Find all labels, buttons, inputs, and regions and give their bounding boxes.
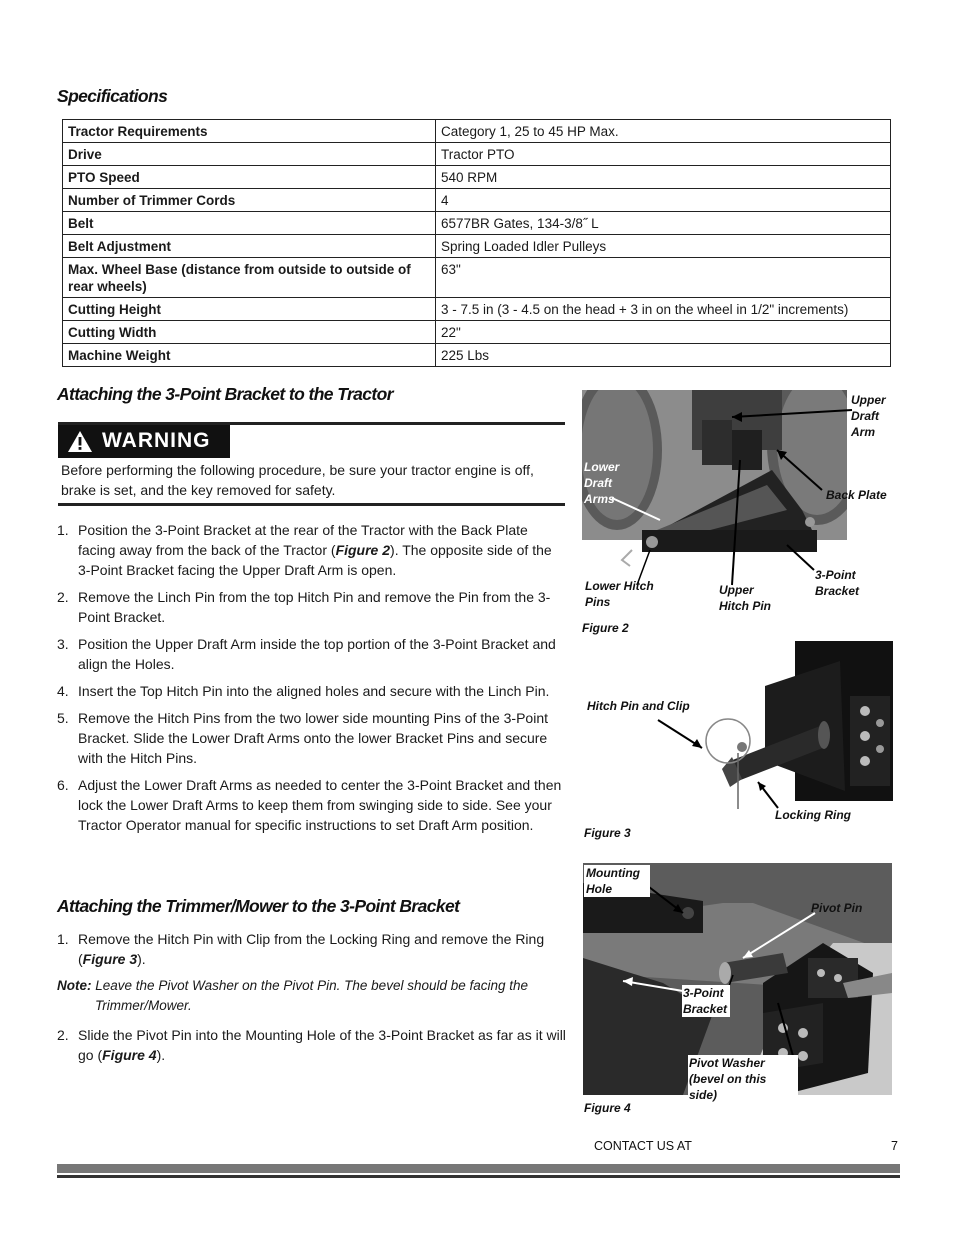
footer-rule-thin [57, 1175, 900, 1178]
note [57, 976, 557, 1016]
spec-value: 3 - 7.5 in (3 - 4.5 on the head + 3 in on the wheel in 1/2" increments) [436, 298, 891, 321]
step-text: Adjust the Lower Draft Arms as needed to center the 3-Point Bracket and then lock the Lower Draft Arms to keep them from swinging side to side. See your Tractor Operator manual for specific instructions to set Draft Arm position. [78, 777, 562, 833]
figure3-locking-ring-callout: Locking Ring [775, 808, 851, 822]
bracket-steps-list [57, 520, 564, 842]
step-item [57, 708, 564, 768]
figure2-upper-hitch-pin-callout: Upper Hitch Pin [719, 583, 772, 613]
step-number: 1. [57, 931, 69, 947]
specifications-heading: Specifications [57, 86, 168, 106]
spec-row [63, 258, 891, 298]
spec-value: Spring Loaded Idler Pulleys [436, 235, 891, 258]
spec-row [63, 321, 891, 344]
warning-label: WARNING [102, 429, 211, 452]
spec-row [63, 344, 891, 367]
figure4-pivot-pin-callout: Pivot Pin [811, 901, 863, 915]
note-label: Note: [57, 978, 92, 993]
footer-page-number: 7 [891, 1139, 898, 1153]
figure2-3-point-bracket-callout: 3-Point Bracket [815, 568, 860, 598]
step-number: 2. [57, 589, 69, 605]
step-item [57, 929, 569, 969]
step-text-end: ). [137, 951, 146, 967]
spec-label: Cutting Height [63, 298, 436, 321]
step-number: 4. [57, 683, 69, 699]
step-text: Insert the Top Hitch Pin into the aligned holes and secure with the Linch Pin. [78, 683, 550, 699]
step-number: 3. [57, 636, 69, 652]
spec-value: 225 Lbs [436, 344, 891, 367]
step-text: Slide the Pivot Pin into the Mounting Hole of the 3-Point Bracket as far as it will go ( [78, 1027, 566, 1063]
figure3-hitch-pin-clip-callout: Hitch Pin and Clip [587, 699, 690, 713]
figure2-lower-draft-arms-callout: Lower Draft Arms [584, 460, 620, 506]
attaching-trimmer-heading: Attaching the Trimmer/Mower to the 3-Point Bracket [57, 896, 460, 916]
spec-value: 6577BR Gates, 134-3/8˝ L [436, 212, 891, 235]
step-number: 5. [57, 710, 69, 726]
warning-label-box [58, 425, 230, 458]
spec-row [63, 235, 891, 258]
spec-label: Drive [63, 143, 436, 166]
spec-row [63, 298, 891, 321]
figure2-back-plate-callout: Back Plate [826, 488, 887, 502]
step-item [57, 587, 564, 627]
spec-label: Machine Weight [63, 344, 436, 367]
step-number: 2. [57, 1027, 69, 1043]
step-text: Position the Upper Draft Arm inside the top portion of the 3-Point Bracket and align the Holes. [78, 636, 556, 672]
spec-row [63, 166, 891, 189]
step-text: Remove the Hitch Pin with Clip from the Locking Ring and remove the Ring ( [78, 931, 545, 967]
spec-row [63, 189, 891, 212]
figure4-mounting-hole-callout: Mounting Hole [584, 865, 650, 897]
figure2-caption: Figure 2 [582, 621, 629, 635]
figure4-caption: Figure 4 [584, 1101, 631, 1115]
footer-contact: CONTACT US AT [594, 1139, 692, 1153]
warning-bottom-rule [58, 503, 565, 506]
figure3-caption: Figure 3 [584, 826, 631, 840]
figure4-3-point-bracket-callout: 3-Point Bracket [682, 985, 730, 1017]
figure2-upper-draft-arm-callout: Upper Draft Arm [851, 393, 886, 439]
step-text: Remove the Linch Pin from the top Hitch Pin and remove the Pin from the 3-Point Bracket. [78, 589, 551, 625]
spec-label: Tractor Requirements [63, 120, 436, 143]
spec-label: Cutting Width [63, 321, 436, 344]
spec-row [63, 143, 891, 166]
trimmer-steps-list-1 [57, 929, 569, 976]
step-item [57, 775, 564, 835]
step-item [57, 634, 564, 674]
step-text-end: ). The opposite side of the 3-Point Bracket facing the Upper Draft Arm is open. [78, 542, 552, 578]
figure4-pivot-washer-callout: Pivot Washer (bevel on this side) [688, 1055, 798, 1103]
spec-row [63, 212, 891, 235]
step-text: Remove the Hitch Pins from the two lower side mounting Pins of the 3-Point Bracket. Slide the Lower Draft Arms onto the lower Bracket Pins and secure with the Hitch Pins. [78, 710, 548, 766]
figure-reference: Figure 2 [335, 542, 391, 558]
figure-reference: Figure 4 [102, 1047, 157, 1063]
spec-value: 540 RPM [436, 166, 891, 189]
step-item [57, 520, 564, 580]
step-number: 6. [57, 777, 69, 793]
attaching-bracket-heading: Attaching the 3-Point Bracket to the Tractor [57, 384, 393, 404]
specifications-table [62, 119, 891, 367]
warning-triangle-icon [67, 430, 93, 453]
spec-value: Tractor PTO [436, 143, 891, 166]
spec-label: PTO Speed [63, 166, 436, 189]
spec-value: 22" [436, 321, 891, 344]
step-number: 1. [57, 522, 69, 538]
spec-label: Belt Adjustment [63, 235, 436, 258]
trimmer-steps-list-2 [57, 1025, 569, 1072]
spec-value: 4 [436, 189, 891, 212]
step-text-end: ). [156, 1047, 166, 1063]
spec-value: 63" [436, 258, 891, 298]
spec-label: Max. Wheel Base (distance from outside to outside of rear wheels) [63, 258, 436, 298]
footer-rule-thick [57, 1164, 900, 1173]
note-text: Leave the Pivot Washer on the Pivot Pin. The bevel should be facing the Trimmer/Mower. [95, 978, 529, 1013]
spec-value: Category 1, 25 to 45 HP Max. [436, 120, 891, 143]
step-item [57, 681, 564, 701]
step-text: Position the 3-Point Bracket at the rear of the Tractor with the Back Plate facing away from the back of the Tractor ( [78, 522, 528, 558]
spec-row [63, 120, 891, 143]
spec-label: Belt [63, 212, 436, 235]
spec-label: Number of Trimmer Cords [63, 189, 436, 212]
figure2-lower-hitch-pins-callout: Lower Hitch Pins [585, 579, 654, 609]
step-item [57, 1025, 569, 1065]
warning-text: Before performing the following procedure, be sure your tractor engine is off, brake is set, and the key removed for safety. [61, 462, 534, 498]
figure3-leaders [640, 700, 780, 810]
figure-reference: Figure 3 [82, 951, 138, 967]
